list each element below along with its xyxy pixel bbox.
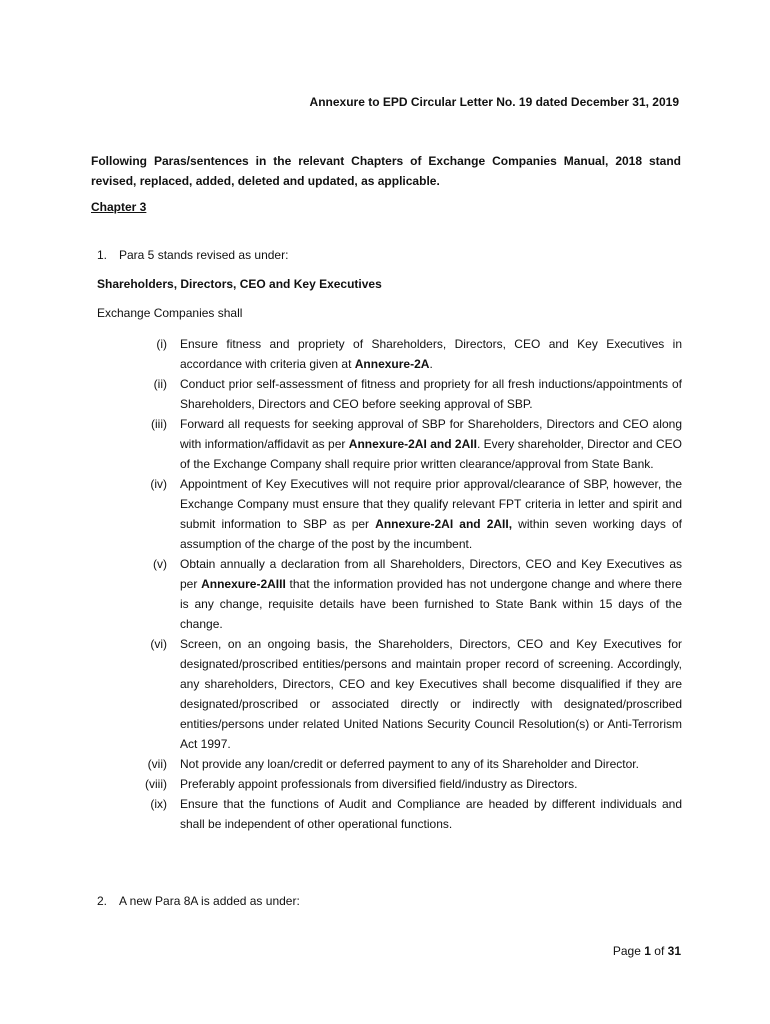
list-item-number: (v)	[153, 557, 167, 571]
list-item	[130, 754, 682, 774]
list-item-text: Not provide any loan/credit or deferred payment to any of its Shareholder and Director.	[180, 757, 639, 771]
intro-paragraph: Following Paras/sentences in the relevant Chapters of Exchange Companies Manual, 2018 stand revised, replaced, added, deleted and updated, as applicable.	[91, 154, 681, 188]
list-item-text: Screen, on an ongoing basis, the Shareholders, Directors, CEO and Key Executives for designated/proscribed entities/persons and maintain proper record of screening. Accordingly, any shareholders, Directors, CEO and key Executives shall become disqualified if they are designated/proscribed or associated directly or indirectly with designated/proscribed entities/persons under related United Nations Security Council Resolution(s) or Anti-Terrorism Act 1997.	[180, 637, 682, 751]
list-item-text: Ensure that the functions of Audit and Compliance are headed by different individuals and shall be independent of other operational functions.	[180, 797, 682, 831]
para-2-text: A new Para 8A is added as under:	[119, 894, 300, 908]
list-item-number: (i)	[156, 337, 167, 351]
list-item-number: (iii)	[151, 417, 167, 431]
para-2	[97, 894, 300, 908]
list-item	[130, 334, 682, 374]
page-label: Page	[612, 944, 641, 958]
list-item-number: (ix)	[150, 797, 167, 811]
list-item	[130, 634, 682, 754]
list-item-text: Forward all requests for seeking approval of SBP for Shareholders, Directors and CEO along with information/affidavit as per Annexure-2AI and 2AII. Every shareholder, Director and CEO of the Exchange Company shall require prior written clearance/approval from State Bank.	[180, 417, 682, 471]
page-total: 31	[667, 944, 681, 958]
list-item	[130, 774, 682, 794]
lead-sentence: Exchange Companies shall	[97, 306, 243, 320]
chapter-heading: Chapter 3	[91, 200, 147, 214]
page-header: Annexure to EPD Circular Letter No. 19 dated December 31, 2019	[309, 95, 679, 109]
list-item-number: (iv)	[150, 477, 167, 491]
section-subheading: Shareholders, Directors, CEO and Key Executives	[97, 277, 382, 291]
list-item-text: Conduct prior self-assessment of fitness and propriety for all fresh inductions/appointments of Shareholders, Directors and CEO before seeking approval of SBP.	[180, 377, 682, 411]
list-item-text: Appointment of Key Executives will not require prior approval/clearance of SBP, however, the Exchange Company must ensure that they qualify relevant FPT criteria in letter and spirit and submit information to SBP as per Annexure-2AI and 2AII, within seven working days of assumption of the charge of the post by the incumbent.	[180, 477, 682, 551]
requirements-list	[130, 334, 682, 834]
para-1-number: 1.	[97, 248, 108, 262]
list-item-text: Preferably appoint professionals from diversified field/industry as Directors.	[180, 777, 578, 791]
list-item-number: (ii)	[153, 377, 167, 391]
list-item	[130, 374, 682, 414]
page-of: of	[654, 944, 665, 958]
para-1	[97, 248, 288, 262]
list-item	[130, 554, 682, 634]
list-item-number: (viii)	[145, 777, 167, 791]
list-item-number: (vi)	[150, 637, 167, 651]
para-2-number: 2.	[97, 894, 108, 908]
list-item-number: (vii)	[147, 757, 167, 771]
list-item-text: Ensure fitness and propriety of Shareholders, Directors, CEO and Key Executives in accordance with criteria given at Annexure-2A.	[180, 337, 682, 371]
list-item	[130, 794, 682, 834]
list-item-text: Obtain annually a declaration from all Shareholders, Directors, CEO and Key Executives as per Annexure-2AIII that the information provided has not undergone change and where there is any change, requisite details have been furnished to State Bank within 15 days of the change.	[180, 557, 682, 631]
list-item	[130, 414, 682, 474]
para-1-text: Para 5 stands revised as under:	[119, 248, 289, 262]
list-item	[130, 474, 682, 554]
page-number: 1	[644, 944, 651, 958]
page-footer	[613, 944, 681, 958]
